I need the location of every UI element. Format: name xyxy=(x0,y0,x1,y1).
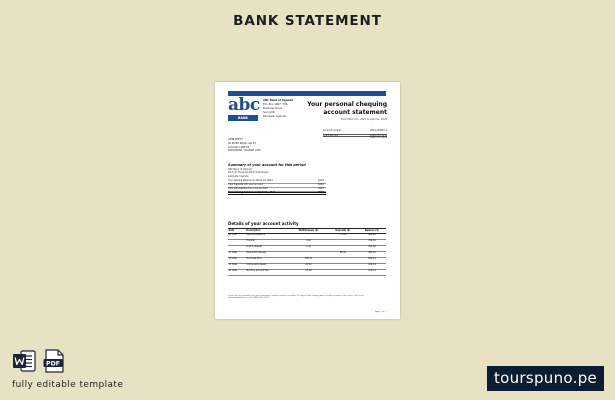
meta-label: Account number: xyxy=(323,129,342,132)
cell-balance: 400.00 xyxy=(358,233,386,239)
bank-address xyxy=(263,100,293,120)
cell-withdrawal: 45.22 xyxy=(289,263,328,269)
bank-address-line: P.O. Box 1927, 786 xyxy=(263,103,288,106)
summary-address-line: Kampala, Uganda xyxy=(228,174,249,178)
summary-address-line: 40 E, 97 Buganda Bikini Kyambogo xyxy=(228,171,269,175)
cell-date: 07 MAR xyxy=(228,251,246,257)
word-doc-icon xyxy=(12,349,36,373)
brand-badge[interactable]: tourspuno.pe xyxy=(487,366,604,391)
statement-note: If you see any mistakes on your statement, please contact us within 30 days of the closing date to help us correct the errors. Visit us at www.abcbank.ug or call 1-800-555-1234. xyxy=(228,295,364,300)
cell-date: 15 MAR xyxy=(228,263,246,269)
summary-table xyxy=(228,180,326,195)
summary-row-label: Your opening balance on March 01, 2021 xyxy=(228,179,273,183)
headline-line-2: account statement xyxy=(323,109,387,116)
meta-label: Client service xyxy=(323,133,338,137)
activity-heading: Details of your account activity xyxy=(228,221,299,226)
customer-line: KATURAKAR, UGANDA 1807 xyxy=(228,149,262,153)
account-meta xyxy=(323,130,387,141)
editable-template-label: fully editable template xyxy=(12,380,124,390)
cell-description: Monthly account fee xyxy=(246,269,289,275)
summary-heading: Summary of your account for this period xyxy=(228,163,306,167)
activity-row xyxy=(228,269,386,275)
page-number: Page 1 of 1 xyxy=(374,310,386,313)
cell-balance: 120.11 xyxy=(358,269,386,275)
summary-row-value: $XXX xyxy=(318,186,324,190)
column-header: Deposits ($) xyxy=(328,229,358,234)
customer-line: JOHN SMITH xyxy=(228,138,243,141)
summary-row-value: $XXX xyxy=(318,179,324,183)
cell-date: 08 MAR xyxy=(228,257,246,263)
cell-date: 01 MAR xyxy=(228,233,246,239)
column-header: Date xyxy=(228,229,246,234)
cell-balance: 300.40 xyxy=(358,245,386,251)
headline-line-1: Your personal chequing xyxy=(307,101,387,108)
cell-balance: 580.20 xyxy=(358,251,386,257)
page-title: BANK STATEMENT xyxy=(233,13,382,29)
customer-line: LUGOGO LANE P2 xyxy=(228,145,250,149)
cell-balance: 200.11 xyxy=(358,257,386,263)
cell-description: E-Wire withdrawal xyxy=(246,263,289,269)
bank-address-line: Kampala, Uganda xyxy=(263,115,286,118)
cell-description: Transfer xyxy=(246,239,289,245)
bank-address-line: ABC Bank of Uganda xyxy=(263,99,293,102)
summary-row-label: Total withdrawals from your account xyxy=(228,186,268,190)
summary-address xyxy=(228,169,326,179)
pdf-doc-icon xyxy=(43,349,65,373)
cell-deposit xyxy=(328,269,358,275)
cell-date: 21 MAR xyxy=(228,269,246,275)
bank-statement-document xyxy=(215,82,400,319)
summary-total-value: $XXX xyxy=(317,191,324,195)
cell-deposit: 1.1.40 xyxy=(328,233,358,239)
activity-table xyxy=(228,228,386,276)
statement-period: From March 01, 2021 to April 01, 2021 xyxy=(340,118,387,121)
cell-description: Purchase ATM xyxy=(246,257,289,263)
cell-description: Overdraft interest xyxy=(246,251,289,257)
cell-balance: 180.14 xyxy=(358,263,386,269)
cell-description: Opening balance xyxy=(246,233,289,239)
bank-address-line: Business Drive xyxy=(263,107,283,110)
cell-withdrawal: 4.00 xyxy=(289,239,328,245)
bank-address-line: Sunnyhill xyxy=(263,111,275,114)
bank-logo xyxy=(228,95,260,121)
meta-value: 1-800-555-1234 xyxy=(369,136,387,140)
account-summary xyxy=(228,164,326,195)
cell-withdrawal: 180.11 xyxy=(289,257,328,263)
summary-total-label: Your closing balance on April 01, 2021 xyxy=(228,191,276,195)
cell-withdrawal: 1.00 xyxy=(289,245,328,251)
pdf-label: PDF xyxy=(46,360,60,368)
logo-subtext: BANK xyxy=(228,115,258,121)
customer-address xyxy=(228,139,261,154)
column-header: Description xyxy=(246,229,289,234)
account-activity xyxy=(228,222,386,276)
summary-address-line: ABC Bank of Uganda xyxy=(228,168,252,171)
meta-value: 000-1234567-1 xyxy=(370,129,387,132)
statement-headline xyxy=(305,102,387,122)
cell-withdrawal: 25.00 xyxy=(289,269,328,275)
file-format-icons xyxy=(12,349,66,373)
cell-deposit: 99.00 xyxy=(328,251,358,257)
cell-balance: 794.00 xyxy=(358,239,386,245)
column-header: Withdrawals ($) xyxy=(289,229,328,234)
logo-text: abc xyxy=(228,95,260,115)
customer-line: 40 RIVER ROAD, apt 10 xyxy=(228,141,256,145)
meta-value: 1-800-555-1234 xyxy=(369,133,387,137)
summary-row-label: Total deposits into your account xyxy=(228,183,263,187)
cell-description: Online deposit xyxy=(246,245,289,251)
summary-total-row xyxy=(228,192,326,196)
summary-row-value: $XXX xyxy=(318,183,324,187)
column-header: Balance ($) xyxy=(358,229,386,234)
